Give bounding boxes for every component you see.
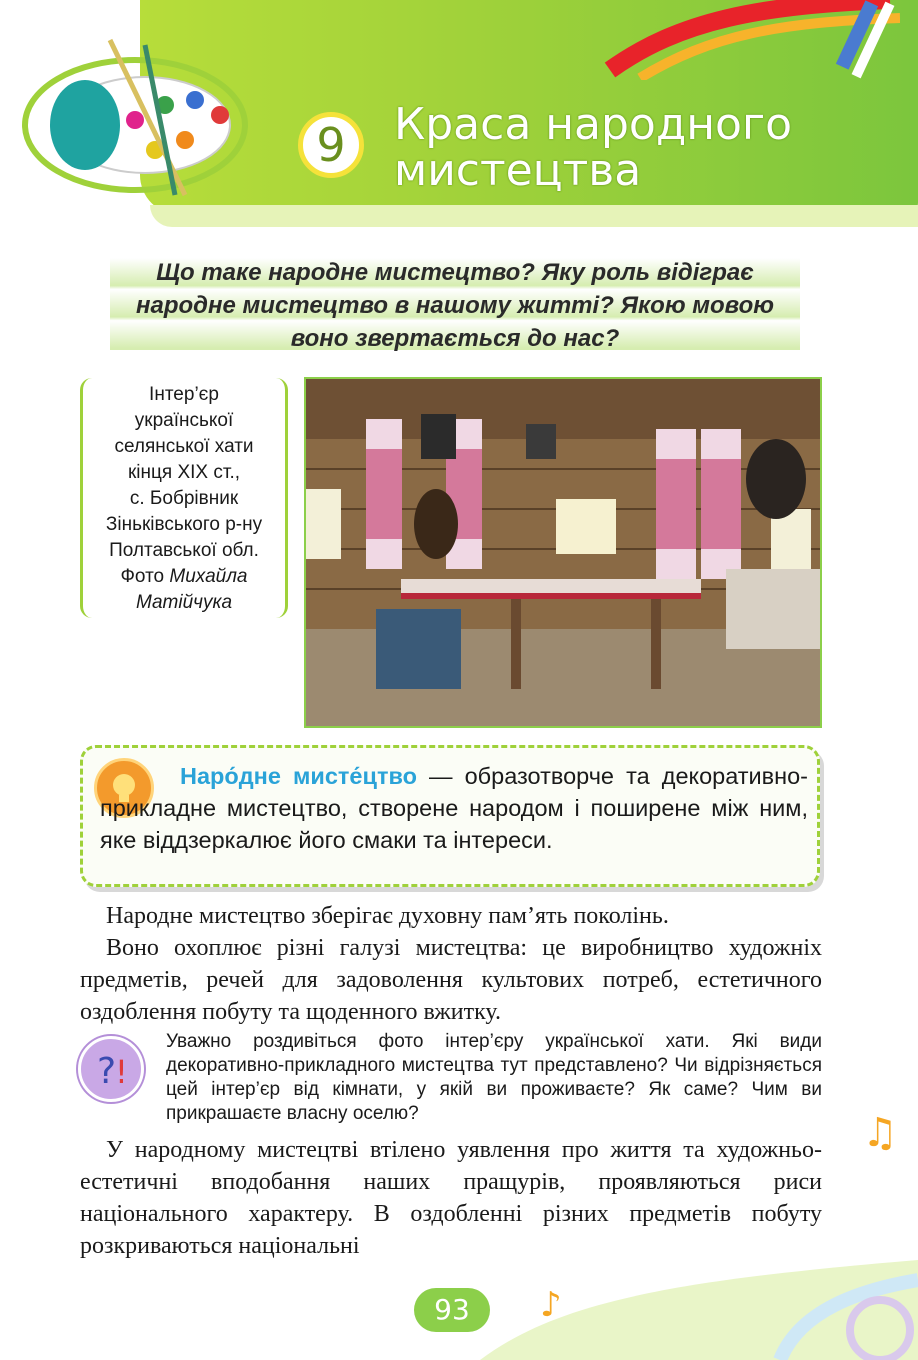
intro-line: воно звертається до нас? xyxy=(290,325,620,352)
intro-line: Що таке народне мистецтво? Яку роль відіграє xyxy=(156,259,754,286)
photo-caption xyxy=(80,378,288,618)
intro-questions xyxy=(110,256,800,355)
paragraph-1 xyxy=(80,900,822,932)
question-glyph xyxy=(81,1039,141,1099)
svg-text:?: ? xyxy=(97,1051,117,1092)
paragraph-text: Народне мистецтво зберігає духовну пам’ять поколінь. xyxy=(106,903,669,929)
caption-line: Інтер’єр xyxy=(149,384,219,405)
intro-line: народне мистецтво в нашому житті? Якою мовою xyxy=(136,292,774,319)
definition-text xyxy=(100,760,808,856)
definition-body: — образотворче та декоративно-прикладне мистецтво, створене народом і поширене між ним, яке віддзеркалює його смаки та інтереси. xyxy=(100,763,809,853)
caption-line: української xyxy=(134,410,234,431)
caption-author: Михайла xyxy=(169,566,248,587)
rainbow-brush-decoration xyxy=(600,0,900,80)
caption-line: с. Бобрівник xyxy=(129,488,239,509)
palette-icon xyxy=(15,30,255,205)
caption-line xyxy=(83,564,285,590)
definition-term: Наро́дне мисте́цтво xyxy=(180,763,417,789)
music-note-icon: ♫ xyxy=(862,1110,898,1156)
paragraph-2 xyxy=(80,932,822,1028)
svg-text:!: ! xyxy=(115,1053,128,1091)
caption-line: кінця ХІХ ст., xyxy=(127,462,241,483)
chapter-number-badge: 9 xyxy=(298,112,364,178)
paragraph-text: У народному мистецтві втілено уявлення про життя та художньо-естетичні вподобання наших пращурів, проявляються риси національного характеру. В оздобленні різних предметів побуту розкриваються національні xyxy=(80,1137,822,1259)
interior-photo-image xyxy=(306,379,820,726)
interior-photo xyxy=(304,377,822,728)
caption-photo-label: Фото xyxy=(120,566,170,587)
banner-underlay xyxy=(150,205,918,227)
caption-line: Полтавської обл. xyxy=(109,540,259,561)
music-note-icon: ♪ xyxy=(540,1285,562,1325)
paragraph-text: Воно охоплює різні галузі мистецтва: це виробництво художніх предметів, речей для задоволення культових потреб, естетичного оздоблення побуту та щоденного вжитку. xyxy=(80,935,822,1025)
caption-line: селянської хати xyxy=(114,436,254,457)
question-icon xyxy=(78,1036,144,1102)
page-number: 93 xyxy=(414,1288,490,1332)
chapter-title-line2: мистецтва xyxy=(394,145,642,196)
caption-author: Матійчука xyxy=(135,592,233,613)
caption-line: Зіньківського р-ну xyxy=(105,514,263,535)
chapter-title-line1: Краса народного xyxy=(394,99,792,150)
task-text: Уважно роздивіться фото інтер’єру української хати. Які види декоративно-прикладного мистецтва тут представлено? Чи відрізняється цей інтер’єр від кімнати, у якій ви проживаєте? Як саме? Чим ви прикрашаєте власну оселю? xyxy=(166,1031,822,1124)
chapter-title xyxy=(394,99,792,196)
